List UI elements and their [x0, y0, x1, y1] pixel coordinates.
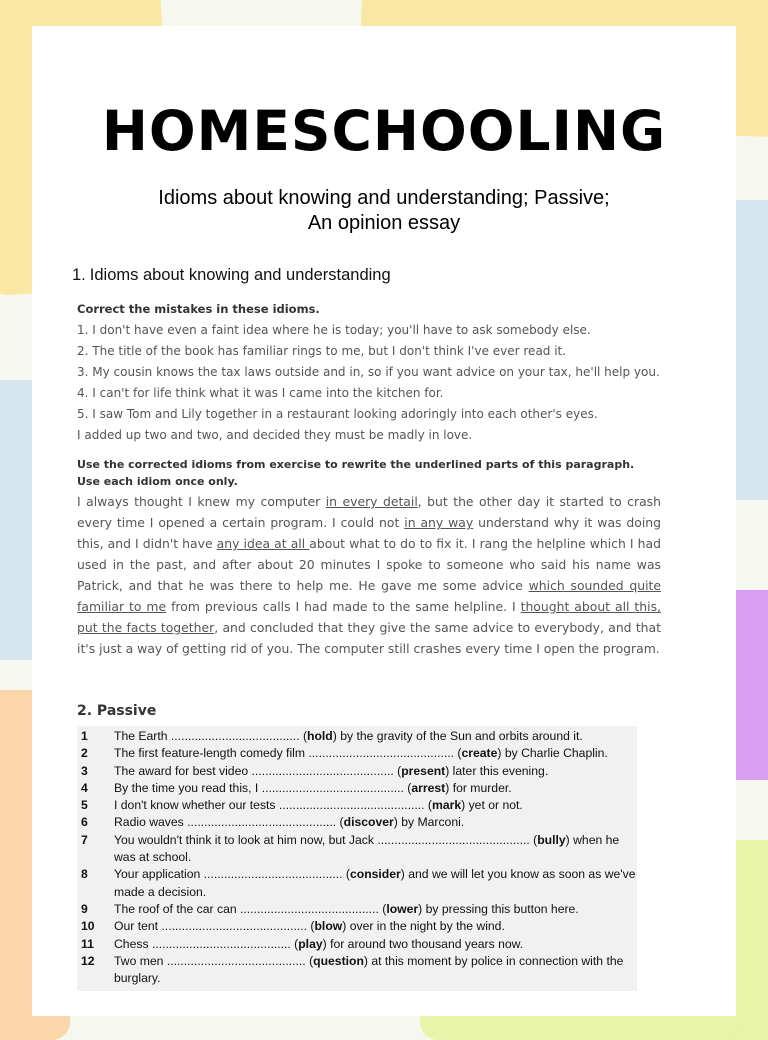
- worksheet-page: [32, 26, 736, 1016]
- passive-item-text: The award for best video .......................................... (present) later this evening.: [114, 763, 549, 778]
- answer-blank[interactable]: .........................................: [166, 953, 306, 968]
- answer-blank[interactable]: ......................................: [170, 729, 300, 743]
- passive-item: [77, 901, 637, 918]
- subtitle-line-1: Idioms about knowing and understanding; Passive;: [158, 187, 610, 209]
- passive-item: [77, 936, 637, 953]
- passive-item: [77, 728, 637, 745]
- passive-item-text: Our tent ........................................... (blow) over in the night by the wind.: [114, 919, 505, 934]
- passive-item: [77, 866, 637, 901]
- passive-item-number: 9: [81, 901, 88, 916]
- passive-item-verb: bully: [537, 832, 566, 847]
- exercise-1-item: 1. I don't have even a faint idea where he is today; you'll have to ask somebody else.: [77, 323, 591, 337]
- passive-item-prefix: Two men: [114, 953, 167, 968]
- passive-item-prefix: Chess: [114, 936, 152, 951]
- passive-item-number: 11: [81, 936, 94, 951]
- exercise-1-item: 4. I can't for life think what it was I came into the kitchen for.: [77, 386, 444, 400]
- passive-item-verb: question: [313, 953, 364, 968]
- paragraph-text: , but the other day it started to crash every time I opened a certain program. I could not: [77, 494, 661, 530]
- answer-blank[interactable]: .........................................: [240, 901, 379, 916]
- passive-item-number: 4: [81, 780, 88, 795]
- paragraph-text: about what to do to fix it. I rang the helpline which I had used in the past, and after about 20 minutes I spoke to someone who said his name was Patrick, and that he was there to help me. He gave me some advice: [77, 536, 661, 593]
- passive-item: [77, 814, 637, 831]
- passive-item-prefix: The first feature-length comedy film: [114, 746, 309, 761]
- passive-item-suffix: for around two thousand years now.: [326, 936, 524, 951]
- section-1-title: Idioms about knowing and understanding: [89, 266, 391, 284]
- passive-item-verb: lower: [386, 901, 419, 916]
- passive-item-text: You wouldn't think it to look at him now, but Jack ............................................. (bully) when he was at school.: [114, 832, 620, 865]
- underlined-phrase: which sounded quite familiar to me: [77, 578, 661, 614]
- passive-item: [77, 780, 637, 797]
- underlined-phrase: thought about all this, put the facts together: [77, 599, 661, 635]
- passive-item-prefix: By the time you read this, I: [114, 780, 262, 795]
- passive-exercise-list: [77, 726, 637, 991]
- section-1-heading: [72, 266, 391, 285]
- passive-item-suffix: yet or not.: [465, 798, 523, 813]
- passive-item-suffix: by the gravity of the Sun and orbits around it.: [336, 729, 583, 743]
- passive-item: [77, 763, 637, 780]
- passive-item-verb: mark: [431, 798, 462, 813]
- exercise-1-item: 3. My cousin knows the tax laws outside and in, so if you want advice on your tax, he'll help you.: [77, 365, 660, 379]
- passive-item-verb: create: [461, 746, 498, 761]
- passive-item-prefix: The award for best video: [114, 763, 252, 778]
- exercise-1-list: [77, 320, 697, 446]
- passive-item: [77, 953, 637, 988]
- passive-item-text: Two men ......................................... (question) at this moment by police in connection with the burglary.: [114, 953, 624, 986]
- exercise-1-item: 5. I saw Tom and Lily together in a restaurant looking adoringly into each other's eyes.: [77, 407, 598, 421]
- passive-item-number: 3: [81, 763, 88, 778]
- passive-item: [77, 832, 637, 867]
- answer-blank[interactable]: ..........................................: [261, 780, 404, 795]
- passive-item-verb: present: [401, 763, 446, 778]
- passive-item-text: I don't know whether our tests ........................................... (mark) yet or not.: [114, 798, 523, 813]
- answer-blank[interactable]: ...........................................: [308, 746, 455, 761]
- passive-item-verb: arrest: [411, 780, 446, 795]
- passive-item-suffix: by Charlie Chaplin.: [501, 746, 608, 761]
- exercise-2-instruction-line-1: Use the corrected idioms from exercise to rewrite the underlined parts of this paragraph.: [77, 458, 635, 471]
- passive-item-suffix: at this moment by police in connection with the burglary.: [114, 953, 624, 986]
- paragraph-text: from previous calls I had made to the same helpline. I: [166, 599, 521, 614]
- passive-item-suffix: when he was at school.: [114, 832, 620, 865]
- exercise-2-instruction-line-2: Use each idiom once only.: [77, 475, 238, 488]
- passive-item-prefix: The roof of the car can: [114, 901, 241, 916]
- passive-item-number: 6: [81, 815, 88, 830]
- passive-item-suffix: later this evening.: [449, 763, 549, 778]
- passive-item-text: The Earth ...................................... (hold) by the gravity of the Sun and orbits around it.: [114, 729, 583, 743]
- passive-item-text: The first feature-length comedy film ........................................... (create) by Charlie Chaplin.: [114, 746, 608, 761]
- passive-item-text: The roof of the car can ......................................... (lower) by pressing this button here.: [114, 901, 579, 916]
- passive-item-verb: play: [298, 936, 323, 951]
- section-1-number: 1.: [72, 266, 86, 284]
- answer-blank[interactable]: .............................................: [377, 832, 530, 847]
- passive-item: [77, 918, 637, 935]
- underlined-phrase: in every detail: [325, 494, 418, 509]
- passive-item-text: Chess ......................................... (play) for around two thousand years now.: [114, 936, 524, 951]
- passive-item-prefix: I don't know whether our tests: [114, 798, 279, 813]
- page-title: HOMESCHOOLING: [101, 99, 667, 163]
- passive-item-text: Radio waves ............................................ (discover) by Marconi.: [114, 815, 465, 830]
- passive-item-prefix: Radio waves: [114, 815, 188, 830]
- answer-blank[interactable]: ..........................................: [251, 763, 394, 778]
- answer-blank[interactable]: ...........................................: [161, 919, 308, 934]
- exercise-2-instruction: [77, 456, 697, 490]
- subtitle-line-2: An opinion essay: [307, 212, 461, 234]
- passive-item-text: By the time you read this, I .......................................... (arrest) for murder.: [114, 780, 512, 795]
- paragraph-text: understand why it was doing this, and I didn't have: [77, 515, 661, 551]
- paragraph-text: I always thought I knew my computer: [77, 494, 326, 509]
- exercise-1-instruction: Correct the mistakes in these idioms.: [77, 302, 320, 316]
- passive-item-prefix: You wouldn't think it to look at him now, but Jack: [114, 832, 378, 847]
- page-subtitle: [32, 186, 736, 236]
- answer-blank[interactable]: ............................................: [187, 815, 337, 830]
- exercise-1-item: I added up two and two, and decided they must be madly in love.: [77, 428, 473, 442]
- passive-item-suffix: and we will let you know as soon as we've made a decision.: [114, 867, 636, 899]
- passive-item-number: 2: [81, 746, 88, 761]
- underlined-phrase: any idea at all: [216, 536, 310, 551]
- passive-item-verb: hold: [307, 729, 333, 743]
- passive-item: [77, 797, 637, 814]
- passive-item-verb: consider: [349, 867, 401, 882]
- passive-item-suffix: by pressing this button here.: [422, 901, 579, 916]
- passive-item-suffix: by Marconi.: [397, 815, 465, 830]
- passive-item-number: 8: [81, 867, 88, 882]
- answer-blank[interactable]: .........................................: [203, 867, 343, 882]
- passive-item-prefix: Our tent: [114, 919, 162, 934]
- passive-item-suffix: for murder.: [449, 780, 512, 795]
- passive-item-verb: blow: [314, 919, 343, 934]
- passive-item-suffix: over in the night by the wind.: [346, 919, 505, 934]
- passive-item-number: 12: [81, 953, 95, 968]
- passive-item-text: Your application ......................................... (consider) and we will let you know as soon as we've made a decision.: [114, 867, 636, 899]
- passive-item-prefix: The Earth: [114, 729, 171, 743]
- passive-item-number: 5: [81, 798, 88, 813]
- underlined-phrase: in any way: [404, 515, 474, 530]
- section-2-heading: 2. Passive: [77, 703, 157, 719]
- exercise-1-item: 2. The title of the book has familiar rings to me, but I don't think I've ever read it.: [77, 344, 567, 358]
- passive-item-number: 10: [81, 919, 95, 934]
- passive-item-verb: discover: [343, 815, 394, 830]
- passive-item-number: 1: [81, 729, 88, 743]
- passive-item: [77, 745, 637, 762]
- answer-blank[interactable]: .........................................: [151, 936, 291, 951]
- passive-item-number: 7: [81, 832, 88, 847]
- paragraph-text: , and concluded that they give the same advice to everybody, and that it's just a way of getting rid of you. The computer still crashes every time I open the program.: [77, 620, 661, 656]
- exercise-2-paragraph: [77, 491, 661, 659]
- answer-blank[interactable]: ...........................................: [278, 798, 425, 813]
- passive-item-prefix: Your application: [114, 867, 204, 882]
